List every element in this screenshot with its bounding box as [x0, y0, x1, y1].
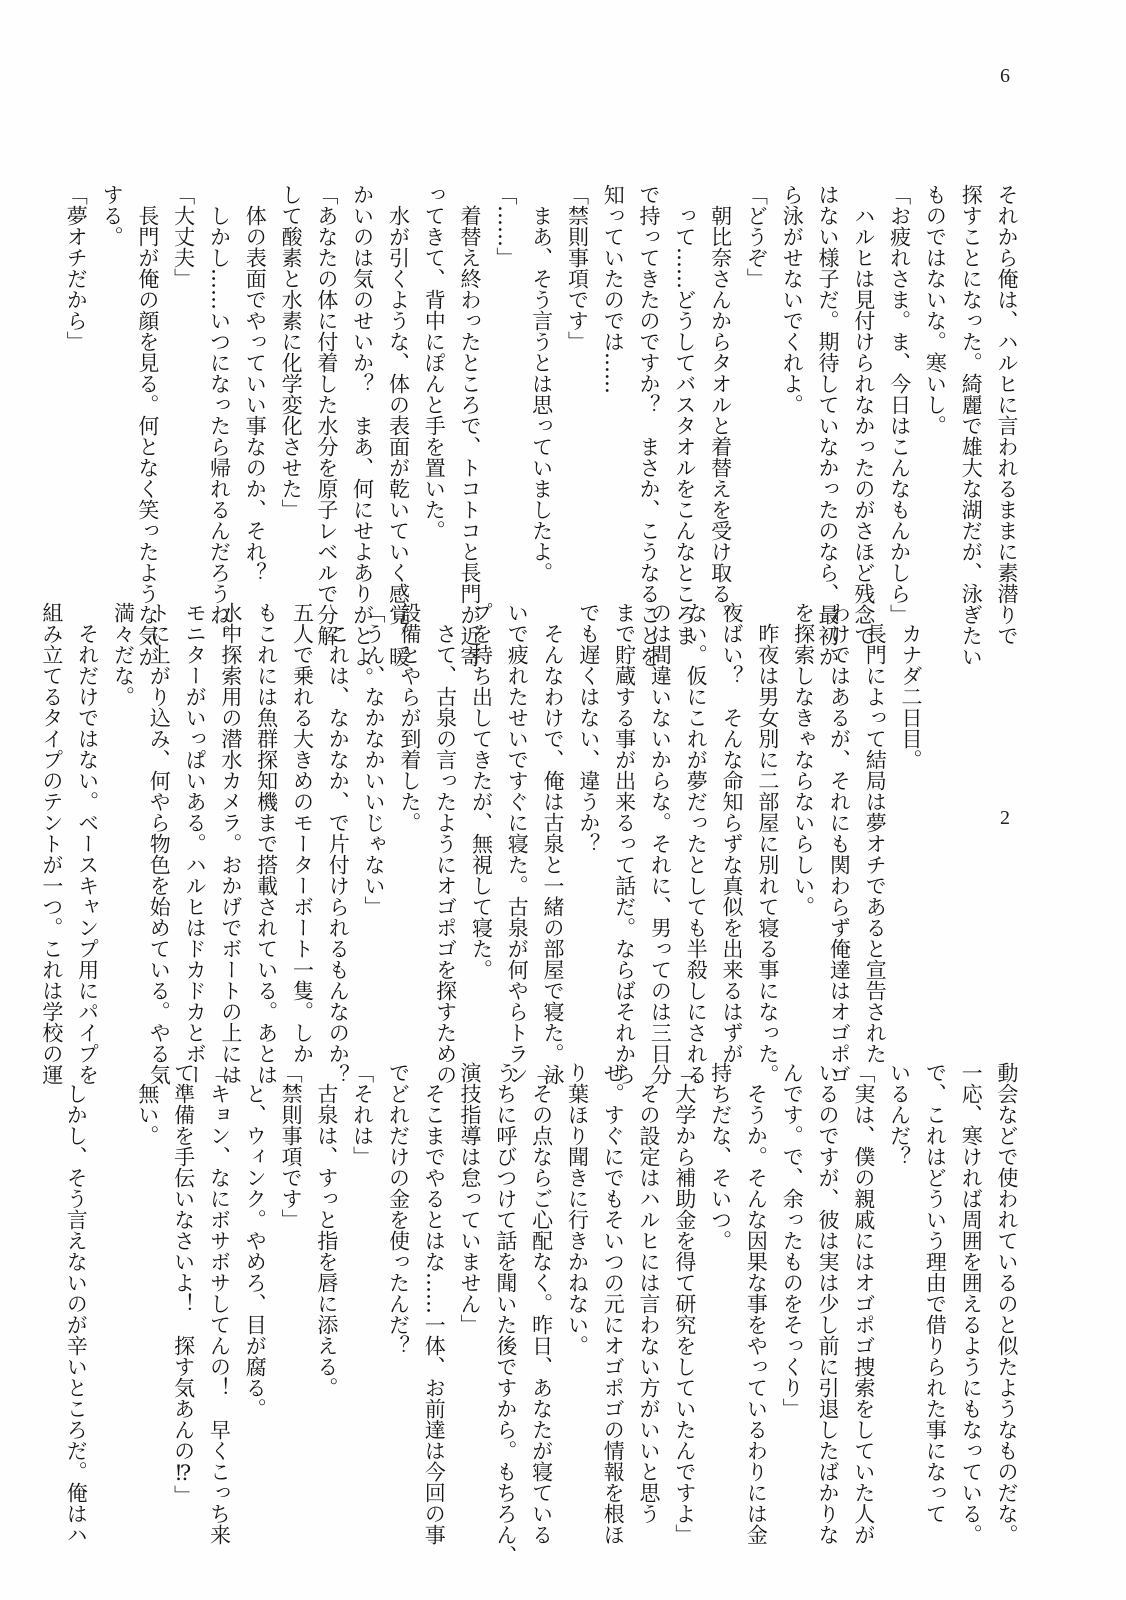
- text-line: トに上がり込み、何やら物色を始めている。やる気: [147, 602, 172, 1085]
- text-line: 動会などで使われているのと似たようなものだな。: [995, 1062, 1019, 1545]
- text-line: 演技指導は怠っていません」: [458, 1062, 483, 1335]
- text-line: 持ちだな、そいつ。: [708, 1062, 733, 1251]
- text-line: 「それは」: [350, 1062, 375, 1167]
- text-line: 組み立てるタイプのテントが一つ。これは学校の運: [39, 602, 64, 1085]
- text-line: いで疲れたせいですぐに寝た。古泉が何やらトラン: [505, 602, 530, 1085]
- text-line: でどれだけの金を使ったんだ？: [386, 1062, 411, 1356]
- text-line: ものではないな。寒いし。: [923, 184, 948, 436]
- text-block-middle: [39, 602, 928, 1085]
- text-line: り葉ほり聞きに行きかねない。: [565, 1062, 590, 1356]
- text-line: いるのですが、彼は実は少し前に引退したばかりな: [816, 1062, 841, 1545]
- text-line: まで貯蔵する事が出来るって話だ。ならばそれから: [612, 602, 637, 1085]
- text-line: そんなわけで、俺は古泉と一緒の部屋で寝た。泳: [541, 602, 566, 1085]
- text-line: 体の表面でやっていい事なのか、それ？: [243, 184, 268, 583]
- text-line: 知っていたのでは……: [601, 184, 626, 394]
- text-line: して酸素と水素に化学変化させた」: [279, 184, 304, 520]
- text-line: 夜ばい？ そんな命知らずな真似を出来るはずが: [720, 602, 745, 1064]
- text-line: その設定はハルヒには言わない方がいいと思う: [637, 1062, 662, 1524]
- text-line: しかし、そう言えないのが辛いところだ。俺はハ: [64, 1062, 89, 1545]
- text-line: 長門が俺の顔を見る。何となく笑ったような気が: [135, 184, 160, 667]
- text-line: で、これはどういう理由で借りられた事になって: [923, 1062, 948, 1524]
- text-line: さて、古泉の言ったようにオゴポゴを探すための: [433, 602, 458, 1085]
- text-line: する。: [100, 184, 125, 247]
- text-line: カナダ二日目。: [899, 602, 923, 770]
- text-line: 「あなたの体に付着した水分を原子レベルで分解: [314, 184, 339, 646]
- text-line: を探索しなきゃならないらしい。: [791, 602, 816, 917]
- text-line: 「キョン、なにボサボサしてんの！ 早くこっち来: [207, 1062, 232, 1545]
- text-line: そこまでやるとはな……一体、お前達は今回の事: [422, 1062, 447, 1545]
- text-line: 古泉は、すっと指を唇に添える。: [314, 1062, 339, 1398]
- text-line: んです。で、余ったものをそっくり」: [780, 1062, 805, 1419]
- text-line: 満々だな。: [111, 602, 136, 707]
- text-line: 「お疲れさま。ま、今日はこんなもんかしら」: [887, 184, 912, 625]
- text-line: 「その点ならご心配なく。昨日、あなたが寝ている: [529, 1062, 554, 1545]
- text-line: 「禁則事項です」: [565, 184, 590, 352]
- text-line: 「どうぞ」: [744, 184, 769, 289]
- text-line: しかし……いつになったら帰れるんだろうね。: [207, 184, 232, 646]
- text-line: 「大丈夫」: [171, 184, 196, 289]
- text-line: 「禁則事項です」: [279, 1062, 304, 1230]
- text-line: って……どうしてバスタオルをこんなところま: [672, 184, 697, 646]
- text-line: 水が引くような、体の表面が乾いていく感覚。暖: [386, 184, 411, 667]
- text-line: 着替え終わったところで、トコトコと長門が近寄: [458, 184, 483, 667]
- text-line: 探すことになった。綺麗で雄大な湖だが、泳ぎたい: [959, 184, 984, 667]
- text-line: ハルヒは見付けられなかったのがさほど残念で: [851, 184, 876, 646]
- text-line: 朝比奈さんからタオルと着替えを受け取る。: [708, 184, 733, 625]
- text-line: ない。仮にこれが夢だったとしても半殺しにされる: [684, 602, 709, 1085]
- text-line: でも遅くはない、違うか？: [576, 602, 601, 854]
- text-line: 設備とやらが到着した。: [397, 602, 422, 833]
- text-line: まあ、そう言うとは思っていましたよ。: [529, 184, 554, 583]
- text-line: 長門によって結局は夢オチであると宣告された: [863, 602, 888, 1064]
- text-block-bottom: [64, 1062, 1024, 1566]
- text-line: もこれには魚群探知機まで搭載されている。あとは: [254, 602, 279, 1085]
- text-line: と、ウィンク。やめろ、目が腐る。: [243, 1062, 268, 1419]
- text-line: はない様子だ。期待していなかったのなら、最初か: [816, 184, 841, 667]
- text-line: 五人で乗れる大きめのモーターボート一隻。しか: [290, 602, 315, 1064]
- text-line: 無い。: [135, 1062, 160, 1146]
- text-line: 昨夜は男女別に二部屋に別れて寝る事になった。: [755, 602, 780, 1085]
- text-line: 「実は、僕の親戚にはオゴポゴ捜索をしていた人が: [851, 1062, 876, 1545]
- text-line: 「夢オチだから」: [64, 184, 89, 352]
- text-line: ら泳がせないでくれよ。: [780, 184, 805, 415]
- text-line: そうか。そんな因果な事をやっているわりには金: [744, 1062, 769, 1545]
- text-line: のは間違いないからな。それに、男ってのは三日分: [648, 602, 673, 1085]
- text-line: それから俺は、ハルヒに言われるままに素潜りで: [995, 184, 1019, 646]
- text-line: これは、なかなか、で片付けられるもんなのか？: [326, 602, 351, 1085]
- text-line: 「大学から補助金を得て研究をしていたんですよ」: [672, 1062, 697, 1545]
- text-line: で持ってきたのですか？ まさか、こうなることを: [637, 184, 662, 667]
- text-line: 水中探索用の潜水カメラ。おかげでボートの上には: [218, 602, 243, 1085]
- page-number-top: 6: [1000, 65, 1010, 87]
- text-line: [93, 1062, 129, 1480]
- text-line: ぜ。すぐにでもそいつの元にオゴポゴの情報を根ほ: [601, 1062, 626, 1545]
- text-line: 「うん、なかなかいいじゃない」: [362, 602, 387, 917]
- text-line: 一応、寒ければ周囲を囲えるようにもなっている。: [959, 1062, 984, 1545]
- page-number-middle: 2: [1000, 807, 1010, 829]
- text-line: 「……」: [493, 184, 518, 268]
- text-line: かいのは気のせいか？ まあ、何にせよありがとよ。: [350, 184, 375, 688]
- text-line: うちに呼びつけて話を聞いた後ですから。もちろん、: [493, 1062, 518, 1566]
- text-line: それだけではない。ベースキャンプ用にパイプを: [75, 602, 100, 1085]
- text-line: わけではあるが、それにも関わらず俺達はオゴポゴ: [827, 602, 852, 1085]
- text-line: いるんだ？: [887, 1062, 912, 1167]
- text-line: ってきて、背中にぽんと手を置いた。: [422, 184, 447, 541]
- text-line: モニターがいっぱいある。ハルヒはドカドカとボー: [183, 602, 208, 1085]
- text-line: プを持ち出してきたが、無視して寝た。: [469, 602, 494, 980]
- text-line: て準備を手伝いなさいよ！ 探す気あんの⁉」: [171, 1062, 196, 1506]
